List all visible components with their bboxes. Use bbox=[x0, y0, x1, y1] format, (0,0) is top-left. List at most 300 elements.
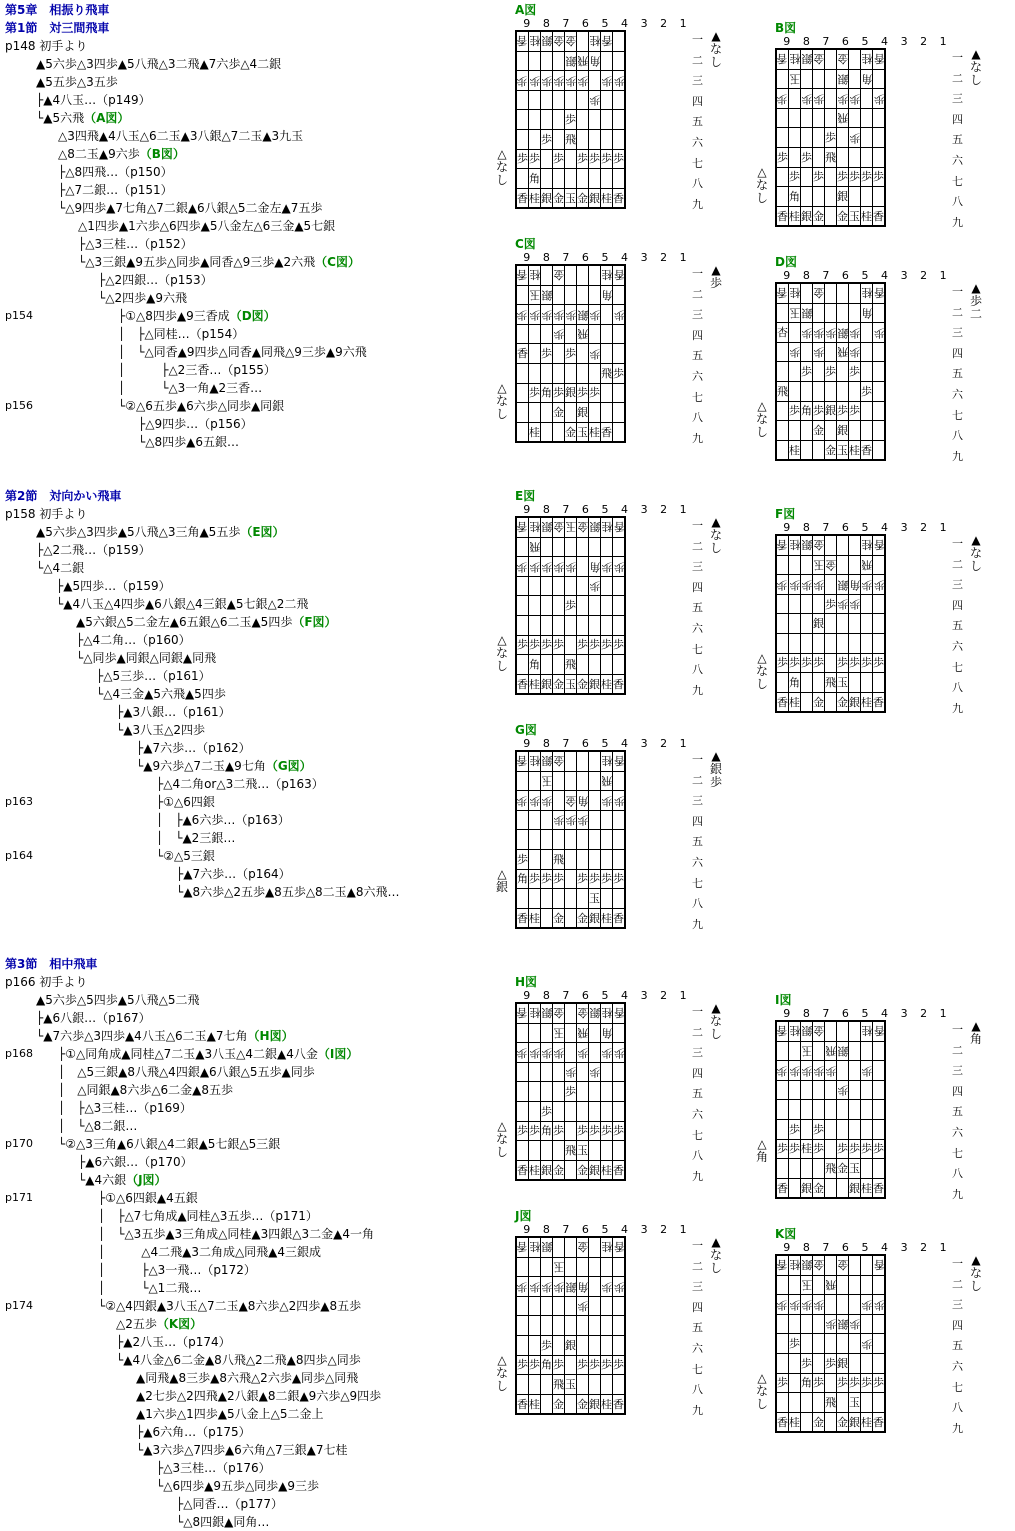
piece: 歩 bbox=[789, 167, 801, 187]
rank-label: 八 bbox=[952, 195, 963, 209]
piece: 金 bbox=[553, 265, 565, 285]
empty-square bbox=[837, 1334, 849, 1354]
file-label: 1 bbox=[679, 251, 687, 264]
rank-label: 七 bbox=[952, 1380, 963, 1394]
variation-line bbox=[36, 543, 151, 557]
piece: 杏 bbox=[776, 323, 789, 343]
rank-label: 一 bbox=[692, 519, 703, 532]
file-label: 2 bbox=[920, 521, 928, 534]
piece: 歩 bbox=[601, 1121, 613, 1141]
piece: 歩 bbox=[801, 89, 813, 109]
empty-square bbox=[776, 303, 789, 323]
rank-label: 四 bbox=[952, 346, 963, 360]
piece: 歩 bbox=[553, 305, 565, 325]
empty-square bbox=[541, 655, 553, 675]
empty-square bbox=[601, 305, 613, 325]
piece: 銀 bbox=[541, 188, 553, 208]
empty-square bbox=[825, 1334, 837, 1354]
move-text: ├△2四銀…（p153） bbox=[98, 273, 213, 287]
move-text: │ ├▲6六歩…（p163） bbox=[156, 813, 290, 827]
empty-square bbox=[601, 169, 613, 189]
file-label: 7 bbox=[822, 269, 830, 282]
piece: 香 bbox=[776, 535, 789, 555]
empty-square bbox=[861, 342, 873, 362]
empty-square bbox=[565, 90, 577, 110]
piece: 銀 bbox=[589, 1003, 601, 1023]
piece: 金 bbox=[837, 49, 849, 69]
piece: 金 bbox=[837, 1255, 849, 1275]
empty-square bbox=[601, 615, 613, 635]
empty-square bbox=[516, 1082, 529, 1102]
empty-square bbox=[849, 1041, 861, 1061]
empty-square bbox=[553, 422, 565, 442]
piece: 歩 bbox=[553, 1043, 565, 1063]
file-label: 8 bbox=[802, 35, 810, 48]
piece: 金 bbox=[565, 422, 577, 442]
empty-square bbox=[837, 1178, 849, 1198]
rank-label: 九 bbox=[692, 917, 703, 931]
piece: 桂 bbox=[861, 1178, 873, 1198]
piece: 歩 bbox=[529, 71, 541, 91]
empty-square bbox=[529, 403, 541, 423]
empty-square bbox=[613, 1101, 626, 1121]
piece: 歩 bbox=[813, 323, 825, 343]
empty-square bbox=[541, 1082, 553, 1102]
rank-label: 五 bbox=[692, 601, 703, 615]
diagram-title: D図 bbox=[775, 255, 797, 269]
empty-square bbox=[577, 31, 589, 51]
piece: 桂 bbox=[529, 674, 541, 694]
diagram-reference[interactable]: （I図） bbox=[317, 1047, 359, 1061]
rank-label: 一 bbox=[692, 1239, 703, 1252]
piece: 桂 bbox=[601, 265, 613, 285]
piece: 玉 bbox=[789, 303, 801, 323]
empty-square bbox=[813, 1100, 825, 1120]
rank-label: 一 bbox=[692, 267, 703, 280]
rank-label: 八 bbox=[692, 411, 703, 425]
rank-label: 二 bbox=[692, 539, 703, 553]
piece: 香 bbox=[613, 517, 626, 537]
empty-square bbox=[541, 422, 553, 442]
empty-square bbox=[577, 771, 589, 791]
empty-square bbox=[789, 147, 801, 167]
diagram-reference[interactable]: （K図） bbox=[156, 1317, 203, 1331]
piece: 歩 bbox=[589, 90, 601, 110]
rank-label: 七 bbox=[952, 174, 963, 188]
piece: 銀 bbox=[801, 49, 813, 69]
variation-line bbox=[156, 1479, 319, 1493]
diagram-reference[interactable]: （F図） bbox=[292, 615, 337, 629]
empty-square bbox=[873, 303, 886, 323]
black-hand: ▲銀歩 bbox=[709, 749, 722, 789]
file-label: 9 bbox=[783, 521, 791, 534]
variation-line bbox=[58, 129, 303, 143]
move-text: ├△9四歩…（p156） bbox=[138, 417, 253, 431]
empty-square bbox=[601, 1062, 613, 1082]
move-text: └▲9六歩△7二玉▲9七角 bbox=[136, 759, 266, 773]
empty-square bbox=[589, 1296, 601, 1316]
diagram-reference[interactable]: （E図） bbox=[240, 525, 285, 539]
diagram-reference[interactable]: （D図） bbox=[229, 309, 276, 323]
piece: 桂 bbox=[849, 440, 861, 460]
piece: 歩 bbox=[589, 576, 601, 596]
empty-square bbox=[789, 108, 801, 128]
piece: 桂 bbox=[789, 440, 801, 460]
empty-square bbox=[565, 635, 577, 655]
piece: 歩 bbox=[589, 1062, 601, 1082]
piece: 桂 bbox=[789, 535, 801, 555]
variation-line bbox=[118, 345, 367, 359]
piece: 桂 bbox=[861, 283, 873, 303]
empty-square bbox=[837, 128, 849, 148]
empty-square bbox=[529, 771, 541, 791]
rank-label: 四 bbox=[952, 1084, 963, 1098]
piece: 歩 bbox=[776, 1295, 789, 1315]
empty-square bbox=[529, 324, 541, 344]
piece: 歩 bbox=[565, 71, 577, 91]
empty-square bbox=[541, 537, 553, 557]
empty-square bbox=[553, 344, 565, 364]
diagram-title: H図 bbox=[515, 975, 538, 989]
empty-square bbox=[541, 1023, 553, 1043]
empty-square bbox=[529, 1375, 541, 1395]
rank-label: 三 bbox=[952, 578, 963, 592]
empty-square bbox=[601, 576, 613, 596]
piece: 歩 bbox=[789, 401, 801, 421]
rank-label: 四 bbox=[692, 580, 703, 594]
empty-square bbox=[541, 169, 553, 189]
empty-square bbox=[553, 285, 565, 305]
empty-square bbox=[801, 1080, 813, 1100]
empty-square bbox=[873, 128, 886, 148]
rank-label: 三 bbox=[692, 74, 703, 88]
piece: 銀 bbox=[825, 401, 837, 421]
diagram-reference[interactable]: （C図） bbox=[315, 255, 360, 269]
rank-label: 六 bbox=[952, 1126, 963, 1139]
empty-square bbox=[541, 1257, 553, 1277]
empty-square bbox=[825, 108, 837, 128]
empty-square bbox=[589, 265, 601, 285]
piece: 銀 bbox=[541, 751, 553, 771]
piece: 銀 bbox=[541, 31, 553, 51]
piece: 玉 bbox=[813, 555, 825, 575]
piece: 金 bbox=[553, 751, 565, 771]
empty-square bbox=[789, 1080, 801, 1100]
empty-square bbox=[565, 324, 577, 344]
piece: 歩 bbox=[861, 1334, 873, 1354]
piece: 香 bbox=[516, 1160, 529, 1180]
variation-line bbox=[56, 579, 171, 593]
piece: 桂 bbox=[529, 1237, 541, 1257]
piece: 桂 bbox=[601, 517, 613, 537]
move-text: │ ├△同桂…（p154） bbox=[118, 327, 245, 341]
move-text: ├▲6八銀…（p167） bbox=[36, 1011, 151, 1025]
empty-square bbox=[789, 1393, 801, 1413]
piece: 香 bbox=[776, 283, 789, 303]
piece: 銀 bbox=[589, 1160, 601, 1180]
rank-label: 二 bbox=[692, 1025, 703, 1039]
variation-line bbox=[118, 327, 244, 341]
piece: 桂 bbox=[789, 206, 801, 226]
piece: 香 bbox=[613, 751, 626, 771]
file-label: 6 bbox=[581, 989, 589, 1002]
piece: 玉 bbox=[801, 1041, 813, 1061]
piece: 歩 bbox=[577, 810, 589, 830]
rank-label: 七 bbox=[952, 408, 963, 422]
piece: 歩 bbox=[565, 110, 577, 130]
piece: 桂 bbox=[601, 1160, 613, 1180]
piece: 金 bbox=[813, 1178, 825, 1198]
piece: 角 bbox=[589, 51, 601, 71]
empty-square bbox=[861, 89, 873, 109]
empty-square bbox=[553, 169, 565, 189]
piece: 角 bbox=[601, 1023, 613, 1043]
piece: 歩 bbox=[565, 305, 577, 325]
empty-square bbox=[541, 51, 553, 71]
empty-square bbox=[589, 751, 601, 771]
piece: 桂 bbox=[789, 692, 801, 712]
piece: 金 bbox=[577, 188, 589, 208]
empty-square bbox=[601, 129, 613, 149]
empty-square bbox=[613, 1296, 626, 1316]
empty-square bbox=[577, 1335, 589, 1355]
file-label: 7 bbox=[822, 35, 830, 48]
piece: 歩 bbox=[541, 1335, 553, 1355]
empty-square bbox=[589, 1335, 601, 1355]
piece: 歩 bbox=[849, 362, 861, 382]
file-label: 5 bbox=[601, 737, 609, 750]
empty-square bbox=[789, 1041, 801, 1061]
piece: 歩 bbox=[776, 575, 789, 595]
empty-square bbox=[801, 381, 813, 401]
piece: 歩 bbox=[613, 149, 626, 169]
piece: 歩 bbox=[861, 575, 873, 595]
diagram-reference[interactable]: （A図） bbox=[84, 111, 130, 125]
piece: 桂 bbox=[789, 49, 801, 69]
move-text: └△8四歩▲6五銀… bbox=[138, 435, 239, 449]
piece: 桂 bbox=[789, 1255, 801, 1275]
variation-line bbox=[78, 237, 193, 251]
file-label: 9 bbox=[783, 1007, 791, 1020]
empty-square bbox=[529, 110, 541, 130]
file-label: 3 bbox=[900, 521, 908, 534]
file-label: 4 bbox=[881, 521, 889, 534]
rank-label: 六 bbox=[692, 370, 703, 383]
empty-square bbox=[849, 108, 861, 128]
white-hand: △なし bbox=[495, 1119, 508, 1159]
board-grid bbox=[515, 516, 626, 695]
piece: 歩 bbox=[776, 1373, 789, 1393]
empty-square bbox=[849, 1061, 861, 1081]
piece: 香 bbox=[613, 908, 626, 928]
white-hand: △なし bbox=[495, 381, 508, 421]
section-heading bbox=[5, 957, 97, 971]
variation-line bbox=[156, 1461, 271, 1475]
empty-square bbox=[873, 421, 886, 441]
piece: 歩 bbox=[589, 344, 601, 364]
diagram-reference[interactable]: （H図） bbox=[247, 1029, 294, 1043]
rank-label: 六 bbox=[952, 388, 963, 401]
piece: 金 bbox=[553, 188, 565, 208]
empty-square bbox=[825, 206, 837, 226]
piece: 歩 bbox=[553, 383, 565, 403]
piece: 銀 bbox=[837, 1353, 849, 1373]
empty-square bbox=[601, 110, 613, 130]
empty-square bbox=[789, 1275, 801, 1295]
empty-square bbox=[813, 1314, 825, 1334]
page-reference: p171 bbox=[5, 1191, 33, 1204]
diagram-reference[interactable]: （G図） bbox=[265, 759, 312, 773]
piece: 歩 bbox=[516, 71, 529, 91]
move-text: ▲5五歩△3五歩 bbox=[36, 75, 118, 89]
empty-square bbox=[861, 1119, 873, 1139]
variation-line bbox=[98, 1191, 198, 1205]
empty-square bbox=[553, 1296, 565, 1316]
empty-square bbox=[589, 771, 601, 791]
diagram-title: A図 bbox=[515, 3, 537, 17]
move-text: │ ├△3一飛…（p172） bbox=[98, 1263, 256, 1277]
file-label: 1 bbox=[939, 35, 947, 48]
empty-square bbox=[589, 537, 601, 557]
empty-square bbox=[553, 51, 565, 71]
white-hand: △なし bbox=[495, 1353, 508, 1393]
piece: 歩 bbox=[825, 594, 837, 614]
page-reference: p168 bbox=[5, 1047, 33, 1060]
file-label: 9 bbox=[783, 1241, 791, 1254]
empty-square bbox=[789, 1314, 801, 1334]
empty-square bbox=[873, 147, 886, 167]
variation-line bbox=[138, 417, 253, 431]
empty-square bbox=[825, 167, 837, 187]
piece: 銀 bbox=[801, 303, 813, 323]
piece: 桂 bbox=[601, 751, 613, 771]
black-hand: ▲歩二 bbox=[969, 281, 982, 321]
empty-square bbox=[577, 169, 589, 189]
diagram-title: I図 bbox=[775, 993, 792, 1007]
piece: 歩 bbox=[837, 653, 849, 673]
piece: 金 bbox=[553, 403, 565, 423]
piece: 歩 bbox=[589, 305, 601, 325]
empty-square bbox=[873, 1041, 886, 1061]
empty-square bbox=[789, 633, 801, 653]
file-label: 4 bbox=[881, 269, 889, 282]
variation-line bbox=[36, 561, 84, 575]
file-label: 8 bbox=[542, 737, 550, 750]
piece: 歩 bbox=[789, 653, 801, 673]
empty-square bbox=[516, 810, 529, 830]
diagram-reference[interactable]: （B図） bbox=[139, 147, 185, 161]
piece: 金 bbox=[813, 1021, 825, 1041]
move-text: ▲5六歩△3四歩▲5八飛△3二飛▲7六歩△4二銀 bbox=[36, 57, 282, 71]
empty-square bbox=[861, 673, 873, 693]
empty-square bbox=[553, 1062, 565, 1082]
empty-square bbox=[541, 810, 553, 830]
piece: 桂 bbox=[601, 908, 613, 928]
piece: 香 bbox=[873, 535, 886, 555]
move-text: │ ├△3三桂…（p169） bbox=[58, 1101, 192, 1115]
empty-square bbox=[801, 440, 813, 460]
piece: 桂 bbox=[601, 1394, 613, 1414]
piece: 歩 bbox=[825, 1353, 837, 1373]
file-label: 1 bbox=[939, 1241, 947, 1254]
piece: 歩 bbox=[541, 344, 553, 364]
rank-label: 七 bbox=[692, 642, 703, 656]
piece: 銀 bbox=[541, 674, 553, 694]
piece: 銀 bbox=[577, 305, 589, 325]
empty-square bbox=[541, 363, 553, 383]
empty-square bbox=[861, 323, 873, 343]
piece: 歩 bbox=[813, 401, 825, 421]
empty-square bbox=[565, 889, 577, 909]
empty-square bbox=[873, 69, 886, 89]
move-text: └②△4四銀▲3八玉△7二玉▲8六歩△2四歩▲8五歩 bbox=[98, 1299, 362, 1313]
move-text: △8二玉▲9六歩 bbox=[58, 147, 140, 161]
empty-square bbox=[516, 129, 529, 149]
piece: 歩 bbox=[541, 1043, 553, 1063]
piece: 歩 bbox=[529, 1277, 541, 1297]
white-hand: △なし bbox=[495, 633, 508, 673]
piece: 香 bbox=[516, 1003, 529, 1023]
piece: 飛 bbox=[825, 1393, 837, 1413]
move-text: ├▲6六銀…（p170） bbox=[78, 1155, 193, 1169]
diagram-reference[interactable]: （J図） bbox=[126, 1173, 167, 1187]
piece: 飛 bbox=[565, 1141, 577, 1161]
rank-label: 八 bbox=[692, 177, 703, 191]
piece: 香 bbox=[873, 283, 886, 303]
empty-square bbox=[801, 1334, 813, 1354]
empty-square bbox=[776, 1275, 789, 1295]
piece: 桂 bbox=[529, 422, 541, 442]
piece: 歩 bbox=[577, 1296, 589, 1316]
piece: 金 bbox=[837, 1412, 849, 1432]
empty-square bbox=[776, 1314, 789, 1334]
move-text: 第3節 相中飛車 bbox=[5, 957, 98, 971]
piece: 歩 bbox=[849, 401, 861, 421]
empty-square bbox=[577, 363, 589, 383]
empty-square bbox=[849, 303, 861, 323]
file-label: 9 bbox=[523, 17, 531, 30]
empty-square bbox=[873, 555, 886, 575]
empty-square bbox=[553, 889, 565, 909]
piece: 銀 bbox=[589, 674, 601, 694]
rank-label: 七 bbox=[692, 390, 703, 404]
empty-square bbox=[813, 108, 825, 128]
file-label: 3 bbox=[640, 737, 648, 750]
move-text: ▲5六歩△5四歩▲5八飛△5二飛 bbox=[36, 993, 200, 1007]
empty-square bbox=[565, 1160, 577, 1180]
empty-square bbox=[801, 421, 813, 441]
piece: 歩 bbox=[873, 1295, 886, 1315]
empty-square bbox=[837, 1100, 849, 1120]
piece: 歩 bbox=[873, 575, 886, 595]
empty-square bbox=[613, 810, 626, 830]
piece: 歩 bbox=[825, 323, 837, 343]
variation-line bbox=[58, 183, 173, 197]
empty-square bbox=[861, 1080, 873, 1100]
piece: 金 bbox=[837, 692, 849, 712]
piece: 桂 bbox=[789, 283, 801, 303]
empty-square bbox=[516, 889, 529, 909]
piece: 金 bbox=[577, 1003, 589, 1023]
empty-square bbox=[776, 1159, 789, 1179]
file-label: 6 bbox=[841, 35, 849, 48]
empty-square bbox=[613, 285, 626, 305]
empty-square bbox=[516, 1257, 529, 1277]
empty-square bbox=[825, 1255, 837, 1275]
piece: 玉 bbox=[577, 422, 589, 442]
piece: 歩 bbox=[601, 635, 613, 655]
rank-label: 八 bbox=[692, 663, 703, 677]
